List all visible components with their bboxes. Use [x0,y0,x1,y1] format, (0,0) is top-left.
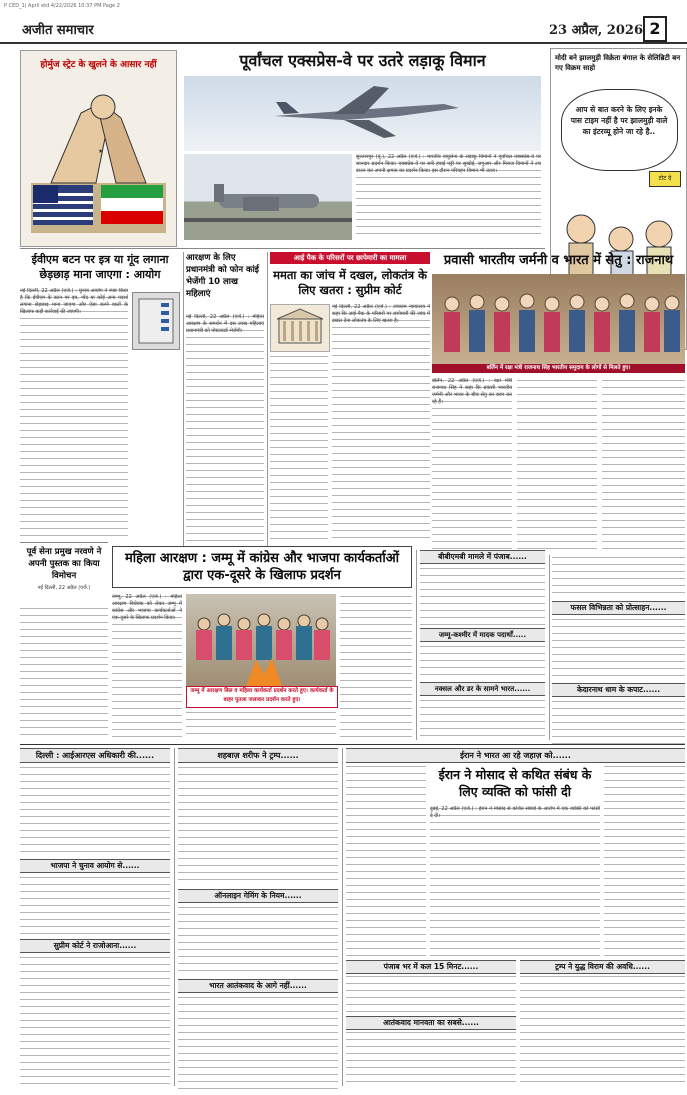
jk-drugs-headline: जम्मू-कश्मीर में मादक पदार्थों..... [420,628,545,642]
pravasi-story [432,252,685,552]
cartoon-hormuz [20,50,177,247]
iran-mossad-headline: ईरान ने मोसाद से कथित संबंध के लिए व्यक्ति को फांसी दी [438,767,592,799]
transport-plane-photo [184,154,352,240]
print-slug: P CED_1| April etd 4/22/2026 10:37 PM Page 2 [4,3,120,9]
fighter-jet-icon [184,76,541,151]
jammu-headline: महिला आरक्षण : जम्मू में कांग्रेस और भाजपा कार्यकर्ताओं द्वारा एक-दूसरे के खिलाफ प्रदर्शन [112,546,412,588]
cartoon-arm-wrestle-illustration [21,73,176,243]
aatankwad-headline: आतंकवाद मानवता का सबसे...... [346,1016,516,1030]
delhi-col [20,748,170,1088]
pravasi-body: बर्लिन, 22 अप्रैल (एजें.) : रक्षा मंत्री राजनाथ सिंह ने कहा कि प्रवासी भारतीय जर्मनी और भारत के बीच सेतु का काम कर रहे हैं। [432,378,512,550]
lead-body: सुल्तानपुर (यूं.), 22 अप्रैल (एजें.) : भारतीय वायुसेना के लड़ाकू विमानों ने पूर्वांचल एक्सप्रेस-वे पर शानदार प्रदर्शन किया। एक्सप्रेस-वे पर बनी हवाई पट्टी पर सुखोई, जगुआर और मिराज विमानों ने टच डाउन कर अपनी क्षमता का प्रदर्शन किया। इस दौरान परिवहन विमान भी उतरा। [356,154,541,240]
sc-headline: ममता का जांच में दखल, लोकतंत्र के लिए खतरा : सुप्रीम कोर्ट [273,268,427,297]
shahbaz-col [178,748,338,1088]
cartoon-tag: टोट दे [649,171,681,187]
iran-nears-headline: ईरान ने भारत आ रहे जहाज़ को...... [346,748,685,763]
sc-kicker: आई पैक के परिसरों पर छापेमारी का मामला [270,252,430,264]
svg-text:★: ★ [98,148,104,155]
lead-headline: पूर्वांचल एक्सप्रेस-वे पर उतरे लड़ाकू विमान [239,51,486,70]
bhajpa-headline: भाजपा ने चुनाव आयोग से...... [20,859,170,873]
right-stack-a [420,550,545,740]
evm-body: नई दिल्ली, 22 अप्रैल (एजें.) : चुनाव आयोग ने स्पष्ट किया है कि ईवीएम के बटन पर इत्र, गोंद या कोई अन्य पदार्थ लगाना छेड़छाड़ माना जाएगा और ऐसा करने वालों के खिलाफ कड़ी कार्रवाई की जाएगी। [20,288,128,540]
online-gaming-headline: ऑनलाइन गेमिंग के नियम...... [178,889,338,903]
transport-plane-icon [184,154,352,240]
sc-body: नई दिल्ली, 22 अप्रैल (एजें.) : उच्चतम न्यायालय ने कहा कि आई-पैक के परिसरों पर छापेमारी की जांच में दखल देना लोकतंत्र के लिए खतरा है। [332,304,430,544]
shahbaz-headline: शहबाज़ शरीफ ने ट्रम्प...... [178,748,338,763]
masthead [0,14,687,44]
pravasi-photo [432,274,685,364]
lead-story [184,48,541,243]
evm-story [20,252,180,542]
cartoon-right-title: मोदी बने झालमुड़ी विक्रेता बंगाल के सेलिब्रिटी बन गए विक्रम साहो [555,54,681,72]
jammu-story [112,546,412,741]
cartoon-title: होर्मुज स्ट्रेट के खुलने के आसार नहीं [40,60,157,70]
jammu-body: जम्मू, 22 अप्रैल (एजें.) : महिला आरक्षण विधेयक को लेकर जम्मू में कांग्रेस और भाजपा कार्यकर्ताओं ने एक-दूसरे के खिलाफ प्रदर्शन किया। [112,594,182,739]
trump-war-headline: ट्रम्प ने युद्ध विराम की अवधि...... [520,960,685,974]
crop-headline: फसल विभिन्नता को प्रोत्साहन...... [552,601,685,615]
rajoana-headline: सुप्रीम कोर्ट ने राजोआना...... [20,939,170,953]
naxal-headline: नक्सल और डर के सामने भारत...... [420,682,545,696]
page-number: 2 [643,16,667,42]
pravasi-headline: प्रवासी भारतीय जर्मनी व भारत में सेतु : राजनाथ [443,253,674,268]
speech-text: आप से बात करने के लिए इनके पास टाइम नहीं है पर झालमुड़ी वाले का इंटरव्यू होने जा रहे है.. [570,105,668,136]
kedarnath-headline: केदारनाथ धाम के कपाट...... [552,683,685,697]
crowd-photo-icon [432,274,685,364]
reservation-body: नई दिल्ली, 22 अप्रैल (एजें.) : महिला आरक्षण के समर्थन में दस लाख महिलाएं प्रधानमंत्री को पोस्टकार्ड भेजेंगी। [186,314,264,544]
delhi-ias-headline: दिल्ली : आईआरएस अधिकारी की...... [20,748,170,763]
book-headline: पूर्व सेना प्रमुख नरवणे ने अपनी पुस्तक का किया विमोचन [26,547,102,581]
protest-crowd-icon [186,594,336,686]
reservation-headline: आरक्षण के लिए प्रधानमंत्री को फोन कांई भेजेंगी 10 लाख महिलाएं [186,253,259,299]
issue-date: 23 अप्रैल, 2026 [549,23,643,38]
right-stack-b [552,555,685,740]
iran-col [346,748,685,1088]
jammu-protest-photo [186,594,336,686]
paper-name: अजीत समाचार [22,23,94,38]
iran-mossad-body: दुबई, 22 अप्रैल (एजें.) : ईरान ने मोसाद से कथित संबंधों के आरोप में एक व्यक्ति को फांसी दे दी। [430,806,600,956]
reservation-story [186,252,264,547]
sc-story [270,252,430,547]
supreme-court-building-image [270,304,330,352]
evm-headline: ईवीएम बटन पर इत्र या गूंद लगाना छेड़छाड़ माना जाएगा : आयोग [31,253,169,281]
pravasi-photo-caption: बर्लिन में रक्षा मंत्री राजनाथ सिंह भारतीय समुदाय के लोगों से मिलते हुए। [432,364,685,373]
india-terror-headline: भारत आतंकवाद के आगे नहीं...... [178,979,338,993]
bbm-headline: बीबीएमबी मामले में पंजाब...... [420,550,545,564]
jet-photo [184,76,541,151]
jammu-photo-caption: जम्मू में आरक्षण बिल व महिला कार्यकर्ता प्रदर्शन करते हुए। कार्यकर्ता के बाहर पुतला जलाकर प्रदर्शन करते हुए। [186,686,338,708]
evm-machine-image [132,292,180,350]
book-dateline: नई दिल्ली, 22 अप्रैल (एजें.) [37,585,91,591]
punjab-headline: पंजाब भर में कल 15 मिनट...... [346,960,516,974]
book-story [20,546,108,741]
